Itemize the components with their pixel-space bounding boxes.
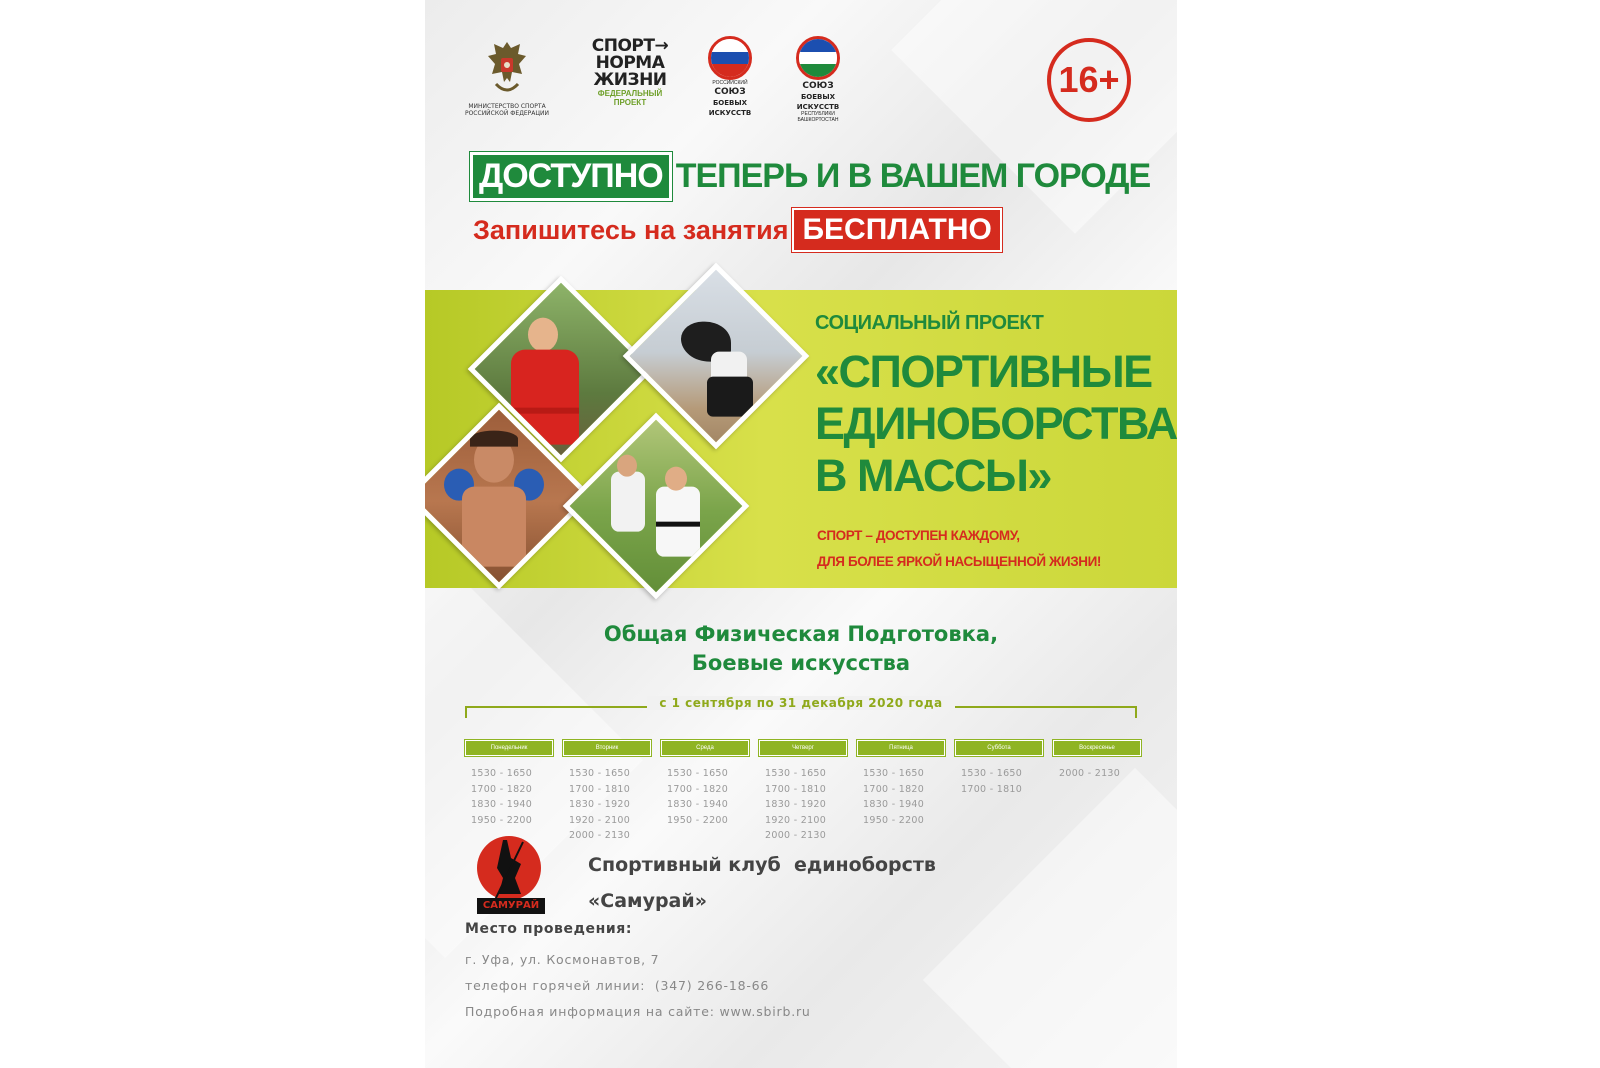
schedule-day bbox=[759, 740, 847, 844]
period bbox=[425, 694, 1177, 712]
schedule-day bbox=[857, 740, 945, 844]
union-russia-line2: БОЕВЫХ bbox=[712, 99, 748, 107]
schedule-time-slot: 1530 - 1650 bbox=[471, 768, 533, 779]
sport-norma-line1: СПОРТ→ bbox=[591, 36, 669, 56]
slogan-line2: ДЛЯ БОЛЕЕ ЯРКОЙ НАСЫЩЕННОЙ ЖИЗНИ! bbox=[817, 554, 1101, 569]
union-bashkortostan-line3: ИСКУССТВ bbox=[796, 103, 840, 111]
headline-signup bbox=[473, 208, 1002, 252]
schedule-time-slot: 1920 - 2100 bbox=[765, 814, 827, 826]
schedule-times bbox=[759, 766, 847, 844]
union-bashkortostan-line2: БОЕВЫХ bbox=[800, 93, 836, 101]
free-badge: БЕСПЛАТНО bbox=[792, 208, 1001, 252]
sport-norma-sub2: ПРОЕКТ bbox=[613, 98, 647, 107]
schedule-time-slot: 1830 - 1940 bbox=[667, 799, 729, 810]
schedule-time-slot: 1700 - 1810 bbox=[569, 783, 631, 795]
schedule-time-slot: 1530 - 1650 bbox=[961, 768, 1023, 779]
schedule-time-slot: 2000 - 2130 bbox=[569, 830, 631, 841]
bashkortostan-flag-roundel-icon bbox=[796, 36, 840, 80]
schedule-times bbox=[955, 766, 1043, 797]
schedule-day bbox=[563, 740, 651, 844]
schedule-day-header: Воскресенье bbox=[1053, 740, 1141, 756]
schedule-time-slot: 1920 - 2100 bbox=[569, 814, 631, 826]
sport-norma-line3: ЖИЗНИ bbox=[593, 70, 667, 90]
signup-text: Запишитесь на занятия bbox=[473, 215, 789, 245]
schedule-time-slot: 1700 - 1820 bbox=[863, 783, 925, 795]
schedule-time-slot: 1830 - 1920 bbox=[569, 799, 631, 810]
project-title-line1: «СПОРТИВНЫЕ bbox=[815, 346, 1152, 397]
project-slogan bbox=[817, 523, 1101, 575]
schedule-day bbox=[955, 740, 1043, 844]
schedule-times bbox=[857, 766, 945, 828]
schedule-time-slot: 1830 - 1920 bbox=[765, 799, 827, 810]
eagle-emblem-icon bbox=[484, 38, 530, 98]
russia-flag-roundel-icon bbox=[708, 36, 752, 80]
venue-hotline: телефон горячей линии: (347) 266-18-66 bbox=[465, 978, 770, 993]
union-russia-line3: ИСКУССТВ bbox=[708, 109, 752, 117]
union-russia-title: СОЮЗ bbox=[714, 87, 746, 97]
union-russia-logo bbox=[695, 36, 765, 117]
schedule-time-slot: 1700 - 1810 bbox=[961, 783, 1023, 795]
venue-website: Подробная информация на сайте: www.sbirb.ru bbox=[465, 1004, 811, 1019]
schedule-time-slot: 2000 - 2130 bbox=[1059, 768, 1121, 779]
union-russia-top: РОССИЙСКИЙ bbox=[712, 80, 748, 86]
club-name-line2: «Самурай» bbox=[588, 890, 707, 912]
sport-norma-line2: НОРМА bbox=[595, 53, 665, 73]
schedule-day-header: Понедельник bbox=[465, 740, 553, 756]
venue-address: г. Уфа, ул. Космонавтов, 7 bbox=[465, 952, 660, 967]
schedule-day-header: Четверг bbox=[759, 740, 847, 756]
schedule-times bbox=[661, 766, 749, 828]
schedule-time-slot: 1530 - 1650 bbox=[569, 768, 631, 779]
headline-rest: ТЕПЕРЬ И В ВАШЕМ ГОРОДЕ bbox=[675, 157, 1151, 195]
club-name-line1: Спортивный клуб единоборств bbox=[588, 854, 936, 876]
schedule-day-header: Среда bbox=[661, 740, 749, 756]
schedule-day bbox=[661, 740, 749, 844]
program-line1: Общая Физическая Подготовка, bbox=[603, 622, 999, 646]
schedule-table bbox=[465, 740, 1141, 844]
schedule-times bbox=[563, 766, 651, 844]
schedule-time-slot: 1950 - 2200 bbox=[471, 814, 533, 826]
union-bashkortostan-logo bbox=[783, 36, 853, 123]
union-bashkortostan-title: СОЮЗ bbox=[802, 81, 834, 91]
schedule-time-slot: 1830 - 1940 bbox=[471, 799, 533, 810]
schedule-day-header: Вторник bbox=[563, 740, 651, 756]
schedule-day-header: Пятница bbox=[857, 740, 945, 756]
program-title bbox=[425, 620, 1177, 678]
sport-norma-sub1: ФЕДЕРАЛЬНЫЙ bbox=[597, 89, 663, 98]
schedule-time-slot: 1530 - 1650 bbox=[765, 768, 827, 779]
headline-available bbox=[470, 152, 1150, 201]
sport-norma-logo bbox=[588, 38, 672, 107]
schedule-time-slot: 1530 - 1650 bbox=[667, 768, 729, 779]
schedule-day-header: Суббота bbox=[955, 740, 1043, 756]
age-rating-badge bbox=[1047, 38, 1131, 122]
schedule-day bbox=[1053, 740, 1141, 844]
schedule-time-slot: 1700 - 1810 bbox=[765, 783, 827, 795]
venue-title: Место проведения: bbox=[465, 921, 633, 937]
period-text: с 1 сентября по 31 декабря 2020 года bbox=[647, 696, 954, 710]
program-line2: Боевые искусства bbox=[691, 651, 911, 675]
age-rating-text: 16+ bbox=[1058, 59, 1120, 100]
project-kicker: СОЦИАЛЬНЫЙ ПРОЕКТ bbox=[815, 312, 1044, 334]
project-title-line2: ЕДИНОБОРСТВА bbox=[815, 398, 1177, 449]
schedule-times bbox=[1053, 766, 1141, 782]
union-bashkortostan-bottom: РЕСПУБЛИКИ БАШКОРТОСТАН bbox=[797, 111, 839, 123]
ministry-logo bbox=[461, 38, 553, 117]
schedule-time-slot: 2000 - 2130 bbox=[765, 830, 827, 841]
poster bbox=[425, 0, 1177, 1068]
project-title bbox=[815, 346, 1177, 502]
slogan-line1: СПОРТ – ДОСТУПЕН КАЖДОМУ, bbox=[817, 528, 1020, 543]
project-title-line3: В МАССЫ» bbox=[815, 450, 1051, 501]
schedule-time-slot: 1700 - 1820 bbox=[667, 783, 729, 795]
schedule-time-slot: 1950 - 2200 bbox=[667, 814, 729, 826]
club-name bbox=[588, 847, 936, 919]
samurai-club-logo bbox=[465, 828, 561, 924]
ministry-text: МИНИСТЕРСТВО СПОРТА РОССИЙСКОЙ ФЕДЕРАЦИИ bbox=[464, 103, 550, 117]
schedule-time-slot: 1530 - 1650 bbox=[863, 768, 925, 779]
club-logo-text: САМУРАЙ bbox=[482, 900, 540, 911]
headline-highlight: ДОСТУПНО bbox=[470, 152, 672, 201]
schedule-time-slot: 1830 - 1940 bbox=[863, 799, 925, 810]
schedule-time-slot: 1700 - 1820 bbox=[471, 783, 533, 795]
schedule-time-slot: 1950 - 2200 bbox=[863, 814, 925, 826]
schedule-times bbox=[465, 766, 553, 828]
